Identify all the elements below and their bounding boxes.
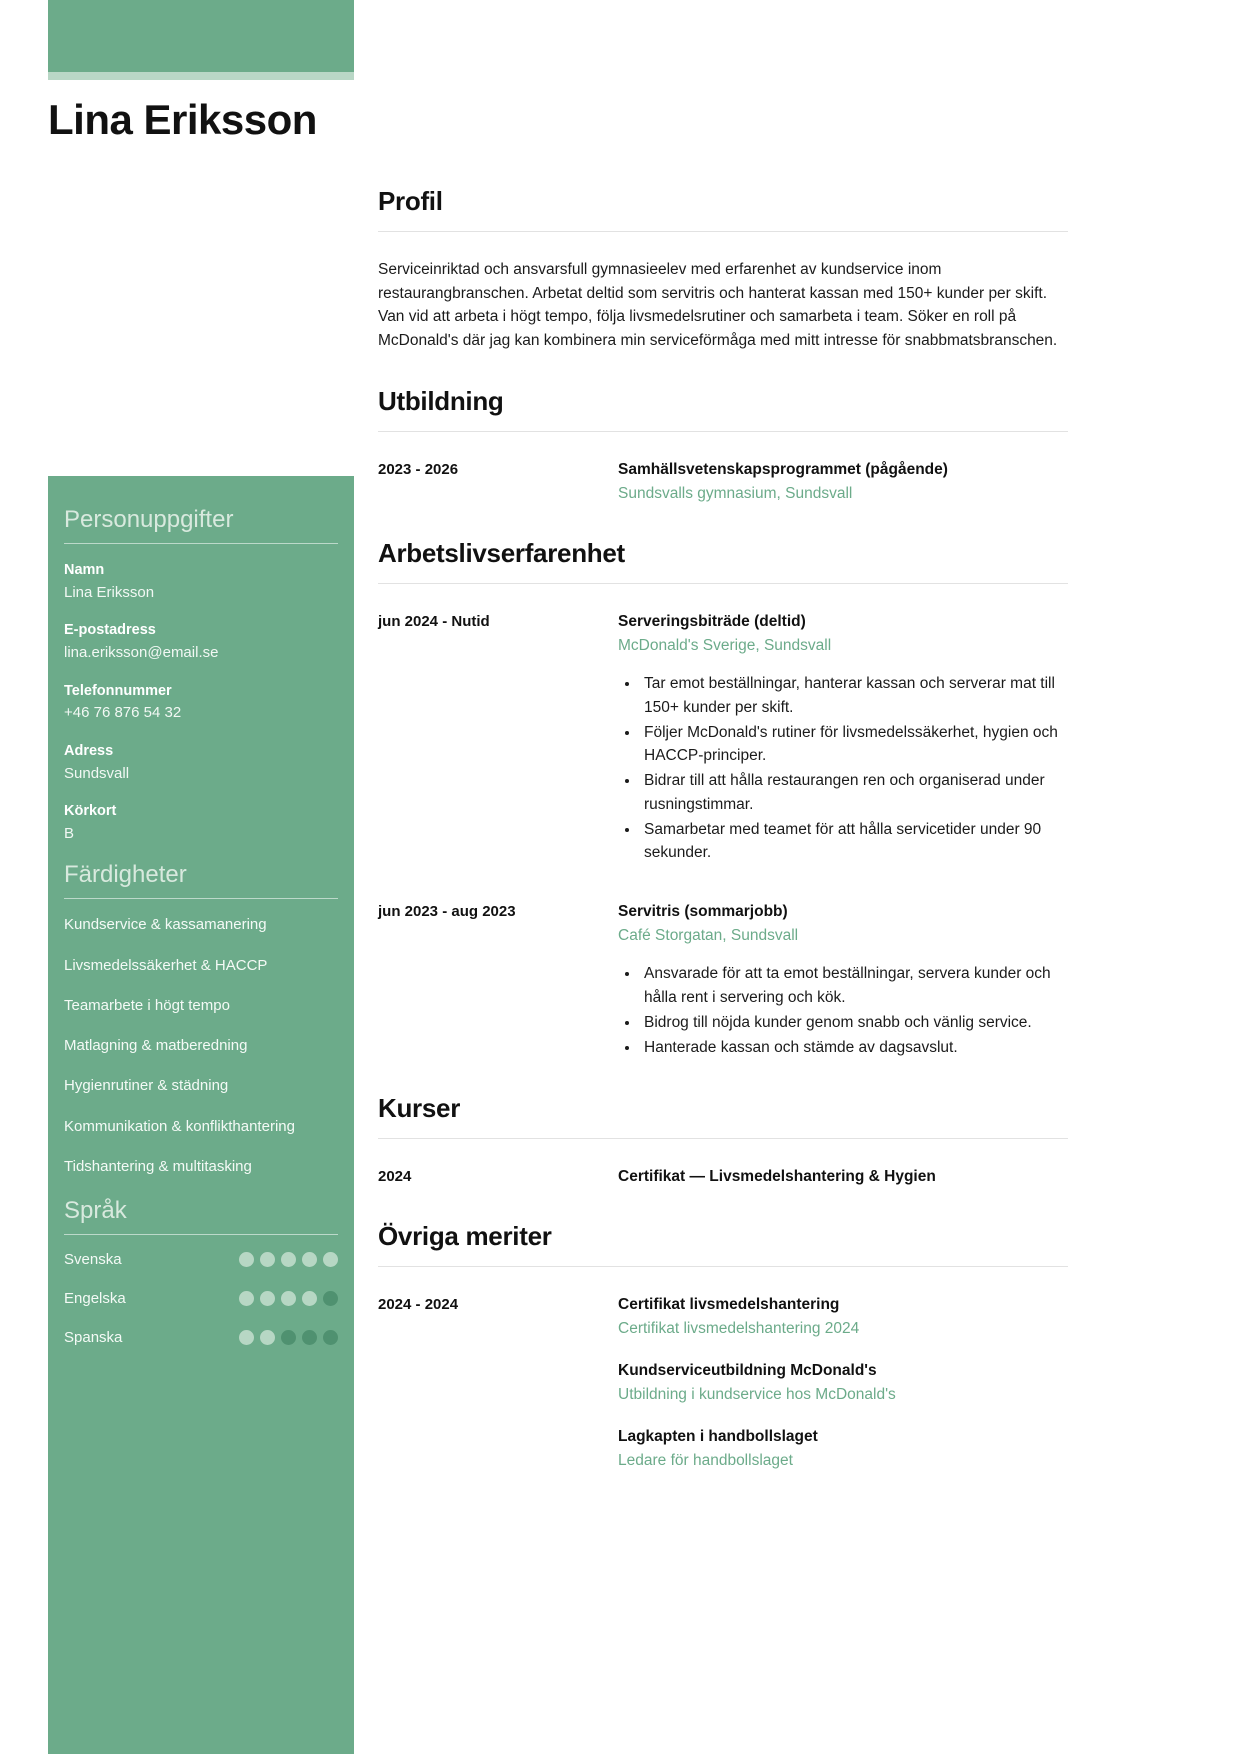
sidebar	[48, 476, 354, 1754]
skill-item: Tidshantering & multitasking	[64, 1157, 252, 1175]
language-name: Engelska	[64, 1290, 126, 1307]
entry-subtitle: Certifikat livsmedelshantering 2024	[618, 1320, 860, 1338]
divider	[64, 1234, 338, 1235]
language-row	[64, 1251, 338, 1268]
personal-detail-label: Körkort	[64, 803, 117, 819]
personal-detail-label: Telefonnummer	[64, 682, 172, 699]
personal-details-list	[64, 560, 338, 845]
skill-item: Kommunikation & konflikthantering	[64, 1117, 295, 1135]
section-heading-experience: Arbetslivserfarenhet	[378, 538, 625, 569]
personal-detail-label: E-postadress	[64, 622, 156, 639]
entry-title: Certifikat — Livsmedelshantering & Hygien	[618, 1168, 936, 1186]
entry-date: 2024	[378, 1168, 412, 1186]
rating-dot-filled	[302, 1252, 317, 1267]
sidebar-heading-personal: Personuppgifter	[64, 506, 234, 533]
entry-subtitle: Ledare för handbollslaget	[618, 1452, 793, 1470]
skills-list	[64, 915, 338, 1177]
entry-bullet: • Följer McDonald's rutiner för livsmedelssäkerhet, hygien och HACCP-principer.	[640, 721, 1068, 768]
personal-detail-item	[64, 560, 338, 604]
entry-date: 2024 - 2024	[378, 1296, 459, 1314]
entry-subtitle: Sundsvalls gymnasium, Sundsvall	[618, 485, 853, 503]
entry-bullet: • Ansvarade för att ta emot beställningar, servera kunder och hålla rent i servering och kök.	[640, 962, 1068, 1009]
entry-body	[618, 1293, 1068, 1473]
language-name: Spanska	[64, 1329, 123, 1346]
entry-title: Certifikat livsmedelshantering	[618, 1296, 840, 1314]
language-name: Svenska	[64, 1251, 122, 1268]
experience-entries	[378, 610, 1068, 1061]
divider	[378, 583, 1068, 584]
entry-bullet-list	[640, 962, 1068, 1059]
skill-item: Teamarbete i högt tempo	[64, 996, 230, 1014]
divider	[378, 431, 1068, 432]
entry-bullet-list	[640, 672, 1068, 864]
entry-date: jun 2023 - aug 2023	[378, 903, 516, 921]
entry-title: Serveringsbiträde (deltid)	[618, 613, 806, 631]
personal-detail-value: Lina Eriksson	[64, 583, 155, 601]
skill-item: Matlagning & matberedning	[64, 1037, 248, 1054]
rating-dot-filled	[239, 1252, 254, 1267]
sidebar-heading-languages: Språk	[64, 1197, 127, 1224]
profile-text: Serviceinriktad och ansvarsfull gymnasieelev med erfarenhet av kundservice inom restaurangbranschen. Arbetat deltid som servitris och hanterat kassan med 150+ kunder per skift. Van vid att arbeta i högt tempo, följa livsmedelsrutiner och samarbeta i team. Söker en roll på McDonald's där jag kan kombinera min serviceförmåga med mitt intresse för snabbmatsbranschen.	[378, 261, 1058, 349]
timeline-entry	[378, 900, 1068, 1061]
entry-body	[618, 900, 1068, 1061]
section-heading-courses: Kurser	[378, 1093, 461, 1124]
language-rating-dots	[239, 1291, 338, 1306]
main-content	[378, 186, 1068, 1481]
entry-bullet: • Samarbetar med teamet för att hålla servicetider under 90 sekunder.	[640, 818, 1068, 865]
entry-title: Samhällsvetenskapsprogrammet (pågående)	[618, 461, 948, 479]
personal-detail-item	[64, 620, 338, 664]
languages-list	[64, 1251, 338, 1346]
language-rating-dots	[239, 1330, 338, 1345]
divider	[378, 1138, 1068, 1139]
sidebar-heading-skills: Färdigheter	[64, 861, 187, 889]
language-row	[64, 1290, 338, 1307]
entry-bullet: • Bidrog till nöjda kunder genom snabb och vänlig service.	[640, 1011, 1068, 1034]
entry-title: Lagkapten i handbollslaget	[618, 1428, 818, 1446]
personal-detail-value: Sundsvall	[64, 764, 130, 782]
education-entries	[378, 458, 1068, 506]
personal-detail-item	[64, 681, 338, 725]
entry-subtitle: Café Storgatan, Sundsvall	[618, 927, 799, 945]
section-heading-education: Utbildning	[378, 386, 504, 417]
personal-detail-value: lina.eriksson@email.se	[64, 644, 219, 661]
page-title: Lina Eriksson	[48, 96, 317, 143]
divider	[378, 1266, 1068, 1267]
personal-detail-value: B	[64, 824, 75, 842]
personal-detail-value: +46 76 876 54 32	[64, 704, 182, 722]
language-rating-dots	[239, 1252, 338, 1267]
section-heading-other: Övriga meriter	[378, 1221, 552, 1252]
rating-dot-filled	[281, 1252, 296, 1267]
rating-dot-filled	[281, 1291, 296, 1306]
timeline-entry	[378, 458, 1068, 506]
rating-dot-filled	[239, 1291, 254, 1306]
entry-date: 2023 - 2026	[378, 461, 459, 479]
entry-bullet: • Bidrar till att hålla restaurangen ren och organiserad under rusningstimmar.	[640, 769, 1068, 816]
personal-detail-item	[64, 801, 338, 845]
section-heading-profile: Profil	[378, 186, 443, 216]
personal-detail-item	[64, 741, 338, 785]
timeline-entry	[378, 1293, 1068, 1473]
rating-dot-empty	[281, 1330, 296, 1345]
rating-dot-filled	[260, 1252, 275, 1267]
personal-detail-label: Namn	[64, 562, 105, 578]
decorative-top-block	[48, 0, 354, 72]
entry-subtitle: Utbildning i kundservice hos McDonald's	[618, 1386, 896, 1404]
rating-dot-filled	[323, 1252, 338, 1267]
divider	[378, 231, 1068, 232]
entry-date: jun 2024 - Nutid	[378, 613, 490, 631]
entry-title: Servitris (sommarjobb)	[618, 903, 788, 921]
entry-title: Kundserviceutbildning McDonald's	[618, 1362, 877, 1380]
entry-subtitle: McDonald's Sverige, Sundsvall	[618, 637, 832, 655]
skill-item: Livsmedelssäkerhet & HACCP	[64, 956, 268, 974]
other-entries	[378, 1293, 1068, 1473]
rating-dot-filled	[239, 1330, 254, 1345]
entry-bullet: • Tar emot beställningar, hanterar kassan och serverar mat till 150+ kunder per skift.	[640, 672, 1068, 719]
entry-body	[618, 458, 1068, 506]
entry-body	[618, 1165, 1068, 1189]
language-row	[64, 1329, 338, 1346]
rating-dot-empty	[323, 1330, 338, 1345]
entry-bullet: • Hanterade kassan och stämde av dagsavslut.	[640, 1036, 1068, 1059]
decorative-top-underline	[48, 72, 354, 80]
skill-item: Kundservice & kassamanering	[64, 916, 267, 934]
rating-dot-filled	[260, 1330, 275, 1345]
timeline-entry	[378, 1165, 1068, 1189]
timeline-entry	[378, 610, 1068, 866]
courses-entries	[378, 1165, 1068, 1189]
rating-dot-empty	[323, 1291, 338, 1306]
skill-item: Hygienrutiner & städning	[64, 1077, 229, 1095]
rating-dot-empty	[302, 1330, 317, 1345]
divider	[64, 898, 338, 899]
divider	[64, 543, 338, 544]
rating-dot-filled	[260, 1291, 275, 1306]
personal-detail-label: Adress	[64, 742, 114, 759]
rating-dot-filled	[302, 1291, 317, 1306]
entry-body	[618, 610, 1068, 866]
